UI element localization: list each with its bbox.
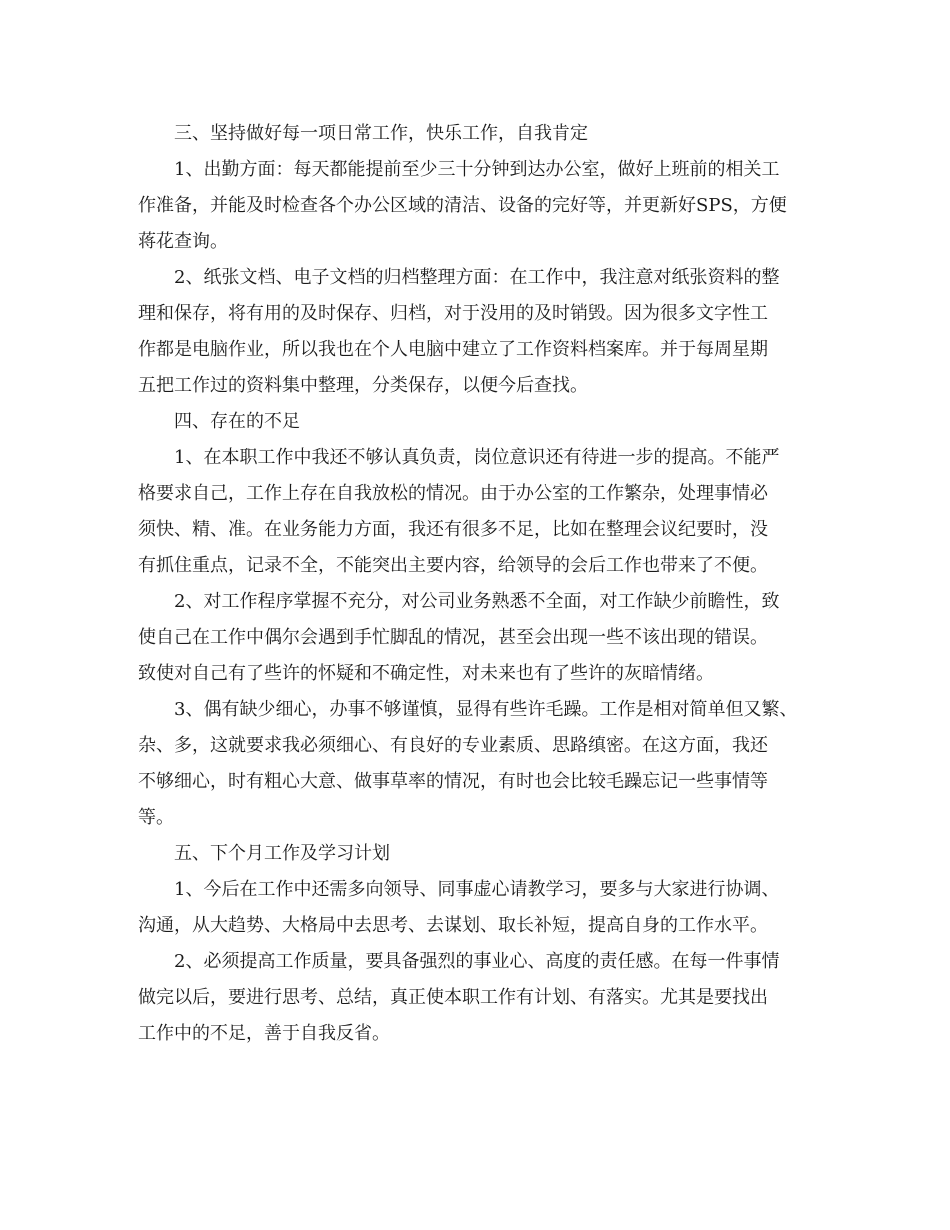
paragraph-line: 有抓住重点，记录不全，不能突出主要内容，给领导的会后工作也带来了不便。 [138, 555, 768, 576]
paragraph-line: 做完以后，要进行思考、总结，真正使本职工作有计划、有落实。尤其是要找出 [138, 987, 768, 1008]
paragraph-line: 理和保存，将有用的及时保存、归档，对于没用的及时销毁。因为很多文字性工 [138, 303, 768, 324]
paragraph-line: 蒋花查询。 [138, 231, 228, 252]
paragraph-line: 2、对工作程序掌握不充分，对公司业务熟悉不全面，对工作缺少前瞻性，致 [174, 591, 780, 612]
paragraph-line: 五把工作过的资料集中整理，分类保存，以便今后查找。 [138, 375, 588, 396]
paragraph-line: 杂、多，这就要求我必须细心、有良好的专业素质、思路缜密。在这方面，我还 [138, 735, 768, 756]
paragraph-line: 2、纸张文档、电子文档的归档整理方面：在工作中，我注意对纸张资料的整 [174, 267, 780, 288]
paragraph-line: 使自己在工作中偶尔会遇到手忙脚乱的情况，甚至会出现一些不该出现的错误。 [138, 627, 768, 648]
paragraph-line: 致使对自己有了些许的怀疑和不确定性，对未来也有了些许的灰暗情绪。 [138, 663, 714, 684]
paragraph-line: 工作中的不足，善于自我反省。 [138, 1023, 390, 1044]
paragraph-line: 作都是电脑作业，所以我也在个人电脑中建立了工作资料档案库。并于每周星期 [138, 339, 768, 360]
paragraph-line: 不够细心，时有粗心大意、做事草率的情况，有时也会比较毛躁忘记一些事情等 [138, 771, 768, 792]
paragraph-line: 1、出勤方面：每天都能提前至少三十分钟到达办公室，做好上班前的相关工 [174, 159, 780, 180]
section-heading-3: 三、坚持做好每一项日常工作，快乐工作，自我肯定 [174, 123, 588, 144]
document-body [138, 116, 818, 1052]
paragraph-line: 等。 [138, 807, 174, 828]
paragraph-line: 格要求自己，工作上存在自我放松的情况。由于办公室的工作繁杂，处理事情必 [138, 483, 768, 504]
paragraph-line: 沟通，从大趋势、大格局中去思考、去谋划、取长补短，提高自身的工作水平。 [138, 915, 768, 936]
paragraph-line: 作准备，并能及时检查各个办公区域的清洁、设备的完好等，并更新好SPS，方便 [138, 195, 787, 216]
paragraph-line: 须快、精、准。在业务能力方面，我还有很多不足，比如在整理会议纪要时，没 [138, 519, 768, 540]
section-heading-5: 五、下个月工作及学习计划 [174, 843, 390, 864]
paragraph-line: 1、在本职工作中我还不够认真负责，岗位意识还有待进一步的提高。不能严 [174, 447, 780, 468]
paragraph-line: 1、今后在工作中还需多向领导、同事虚心请教学习，要多与大家进行协调、 [174, 879, 780, 900]
paragraph-line: 3、偶有缺少细心，办事不够谨慎，显得有些许毛躁。工作是相对简单但又繁、 [174, 699, 798, 720]
paragraph-line: 2、必须提高工作质量，要具备强烈的事业心、高度的责任感。在每一件事情 [174, 951, 780, 972]
section-heading-4: 四、存在的不足 [174, 411, 300, 432]
